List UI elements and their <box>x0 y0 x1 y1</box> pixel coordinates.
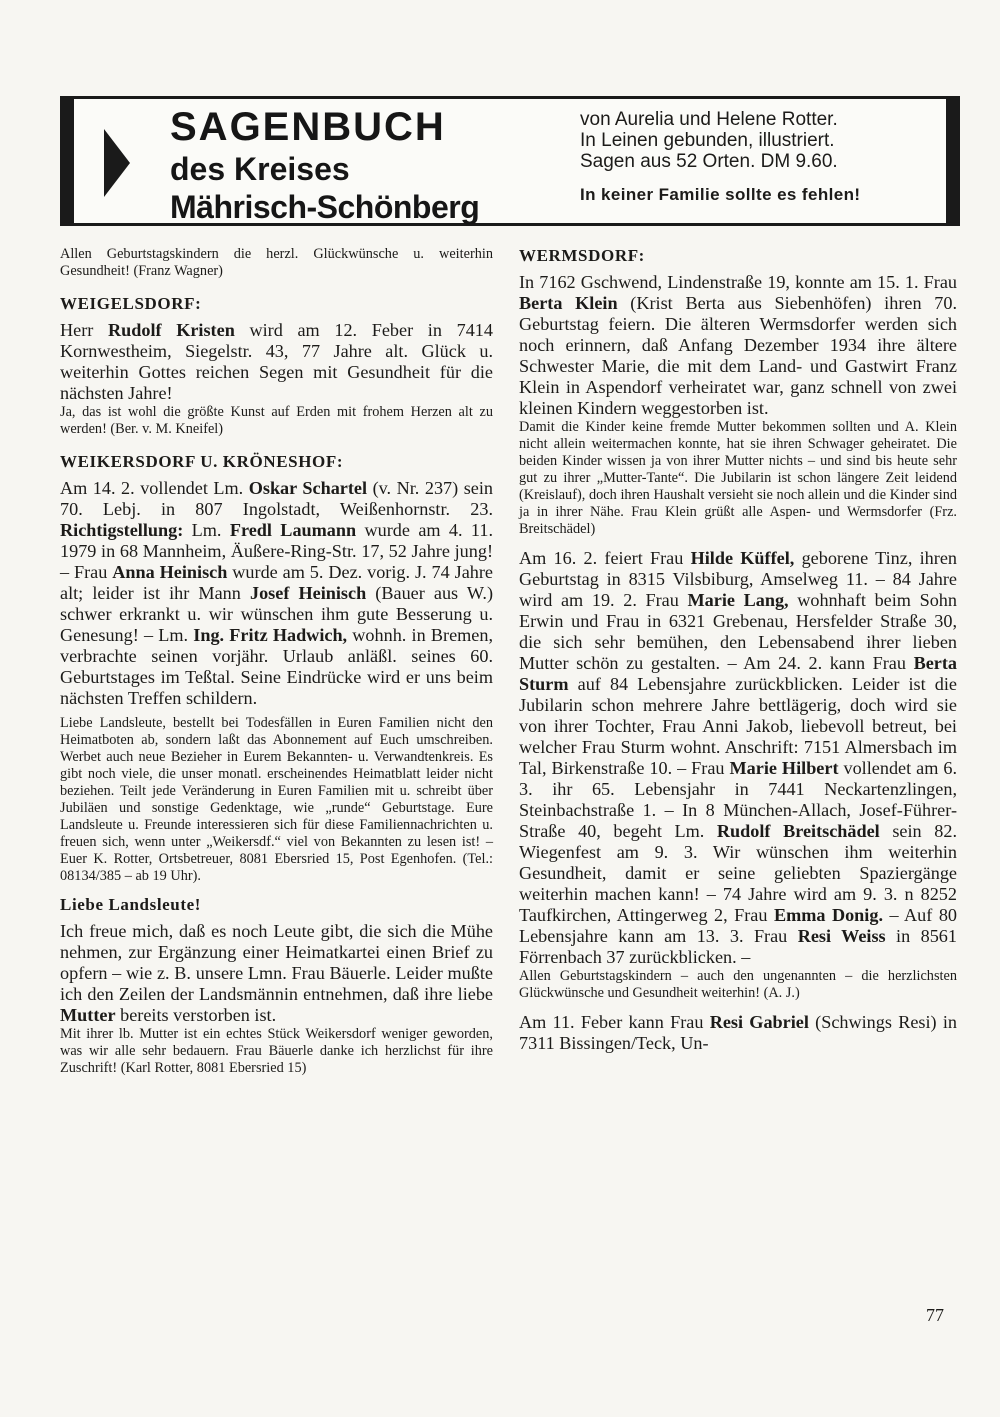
ad-title-line-3: Mährisch-Schönberg <box>170 189 480 225</box>
wermsdorf-paragraph: In 7162 Gschwend, Lindenstraße 19, konnte am 15. 1. Frau Berta Klein (Krist Berta aus Siebenhöfen) ihren 70. Geburtstag feiern. Die älteren Wermsdorfer werden sich noch erinnern, daß Anfang Dezember 1934 ihre ältere Schwester Marie, die mit dem Land- und Gastwirt Franz Klein in Aspendorf verheiratet war, ganz schnell von zwei kleinen Kindern weggestorben ist. <box>519 272 957 418</box>
left-column <box>60 246 493 1077</box>
heading-wermsdorf: WERMSDORF: <box>519 246 645 265</box>
birthday-paragraph: Am 16. 2. feiert Frau Hilde Küffel, geborene Tinz, ihren Geburtstag in 8315 Vilsbiburg, Amselweg 11. – 84 Jahre wird am 19. 2. Frau Marie Lang, wohnhaft beim Sohn Erwin und Frau in 6321 Grebenau, Hersfelder Straße 30, die sich sehr bemühen, den Lebensabend ihrer lieben Mutter schön zu gestalten. – Am 24. 2. kann Frau Berta Sturm auf 84 Lebensjahre zurückblicken. Leider ist die Jubilarin schon mehrere Jahre bettlägerig, doch wird sie von ihrer Tochter, Frau Anni Jakob, liebevoll betreut, bei welcher Frau Sturm wohnt. Anschrift: 7151 Almersbach im Tal, Birkenstraße 10. – Frau Marie Hilbert vollendet am 6. 3. ihr 65. Lebensjahr in 7441 Neckartenzlingen, Steinbachstraße 1. – In 8 München-Allach, Josef-Führer-Straße 40, begeht Lm. Rudolf Breitschädel sein 82. Wiegenfest am 9. 3. Wir wünschen ihm weiterhin Gesundheit, damit er seine geliebten Spaziergänge weiterhin machen kann! – 74 Jahre wird am 9. 3. n 8252 Taufkirchen, Attingerweg 2, Frau Emma Donig. – Auf 80 Lebensjahre kann am 13. 3. Frau Resi Weiss in 8561 Förrenbach 37 zurückblicken. – <box>519 548 958 967</box>
ad-slogan: In keiner Familie sollte es fehlen! <box>580 185 861 204</box>
heading-weigelsdorf: WEIGELSDORF: <box>60 294 202 313</box>
weigelsdorf-paragraph: Herr Rudolf Kristen wird am 12. Feber in 7414 Kornwestheim, Siegelstr. 43, 77 Jahre alt. Glück u. weiterhin Gottes reichen Segen mit Gesundheit für die nächsten Jahre! <box>60 320 493 403</box>
subscription-appeal: Liebe Landsleute, bestellt bei Todesfällen in Euren Familien nicht den Heimatboten ab, sondern laßt das Abonnement auf Euch umschreiben. Werbet auch neue Bezieher in Eurem Bekannten- u. Verwandtenkreis. Es gibt noch viele, die unser monatl. erscheinendes Heimatblatt leider nicht beziehen. Teilt jede Veränderung in Euren Familien mit u. schreibt über Jubiläen und sonstige Gedenktage, wie „runde“ Geburtstage. Eure Landsleute u. Freunde interessieren sich für diese Familiennachrichten u. freuen sich, wenn unter „Weikersdf.“ viel von Bekannten zu lesen ist! – Euer K. Rotter, Ortsbetreuer, 8081 Ebersried 15, Post Egenhofen. (Tel.: 08134/385 – ab 19 Uhr). <box>60 715 493 884</box>
gabriel-paragraph: Am 11. Feber kann Frau Resi Gabriel (Schwings Resi) in 7311 Bissingen/Teck, Un- <box>519 1012 957 1053</box>
ad-title <box>170 107 479 223</box>
greetings-note: Allen Geburtstagskindern – auch den ungenannten – die herzlichsten Glückwünsche und Gesundheit weiterhin! (A. J.) <box>519 968 957 1001</box>
right-column <box>519 246 957 1054</box>
ad-title-line-2: des Kreises <box>170 151 350 187</box>
ad-binding: In Leinen gebunden, illustriert. <box>580 130 835 151</box>
triangle-arrow-icon <box>104 129 130 197</box>
ad-details <box>580 109 950 205</box>
letter-note: Mit ihrer lb. Mutter ist ein echtes Stück Weikersdorf weniger geworden, was wir alle sehr bedauern. Frau Bäuerle danke ich herzlichst für ihre Zuschrift! (Karl Rotter, 8081 Ebersried 15) <box>60 1026 493 1076</box>
name-rudolf-kristen: Rudolf Kristen <box>107 320 235 340</box>
heading-weikersdorf: WEIKERSDORF U. KRÖNESHOF: <box>60 452 344 471</box>
letter-paragraph: Ich freue mich, daß es noch Leute gibt, die sich die Mühe nehmen, zur Ergänzung einer Heimatkartei einen Brief zu opfern – wie z. B. unsere Lmn. Frau Bäuerle. Leider mußte ich den Zeilen der Landsmännin entnehmen, daß ihre liebe Mutter bereits verstorben ist. <box>60 921 493 1025</box>
intro-note: Allen Geburtstagskindern die herzl. Glückwünsche u. weiterhin Gesundheit! (Franz Wagner) <box>60 246 493 279</box>
weigelsdorf-note: Ja, das ist wohl die größte Kunst auf Erden mit frohem Herzen alt zu werden! (Ber. v. M. Kneifel) <box>60 404 493 437</box>
ad-price: Sagen aus 52 Orten. DM 9.60. <box>580 151 838 172</box>
heading-liebe-landsleute: Liebe Landsleute! <box>60 895 202 914</box>
book-advertisement <box>60 96 960 226</box>
ad-authors: von Aurelia und Helene Rotter. <box>580 109 838 130</box>
ad-title-line-1: SAGENBUCH <box>170 105 446 149</box>
wermsdorf-note: Damit die Kinder keine fremde Mutter bekommen sollten und A. Klein nicht allein weitermachen konnte, hat sie ihren Schwager geheiratet. Die beiden Kinder wissen ja von ihrer Mutter nichts – und sind bis heute sehr gut zu ihrer „Mutter-Tante“. Die Jubilarin ist schon längere Zeit leidend (Kreislauf), doch ihren Haushalt versieht sie noch allein und die Kinder sind ja in ihrer Nähe. Frau Klein grüßt alle Aspen- und Wermsdorfer (Frz. Breitschädel) <box>519 419 957 537</box>
weikersdorf-paragraph: Am 14. 2. vollendet Lm. Oskar Schartel (v. Nr. 237) sein 70. Lebj. in 807 Ingolstadt, Weißenhornstr. 23. Richtigstellung: Lm. Fredl Laumann wurde am 4. 11. 1979 in 68 Mannheim, Äußere-Ring-Str. 17, 52 Jahre jung! – Frau Anna Heinisch wurde am 5. Dez. vorig. J. 74 Jahre alt; leider ist ihr Mann Josef Heinisch (Bauer aus W.) schwer erkrankt u. wir wünschen ihm gute Besserung u. Genesung! – Lm. Ing. Fritz Hadwich, wohnh. in Bremen, verbrachte seinen vorjähr. Urlaub anläßl. seines 60. Geburtstages im Teßtal. Seine Eindrücke wird er uns beim nächsten Treffen schildern. <box>60 478 494 708</box>
page-number: 77 <box>926 1305 944 1325</box>
